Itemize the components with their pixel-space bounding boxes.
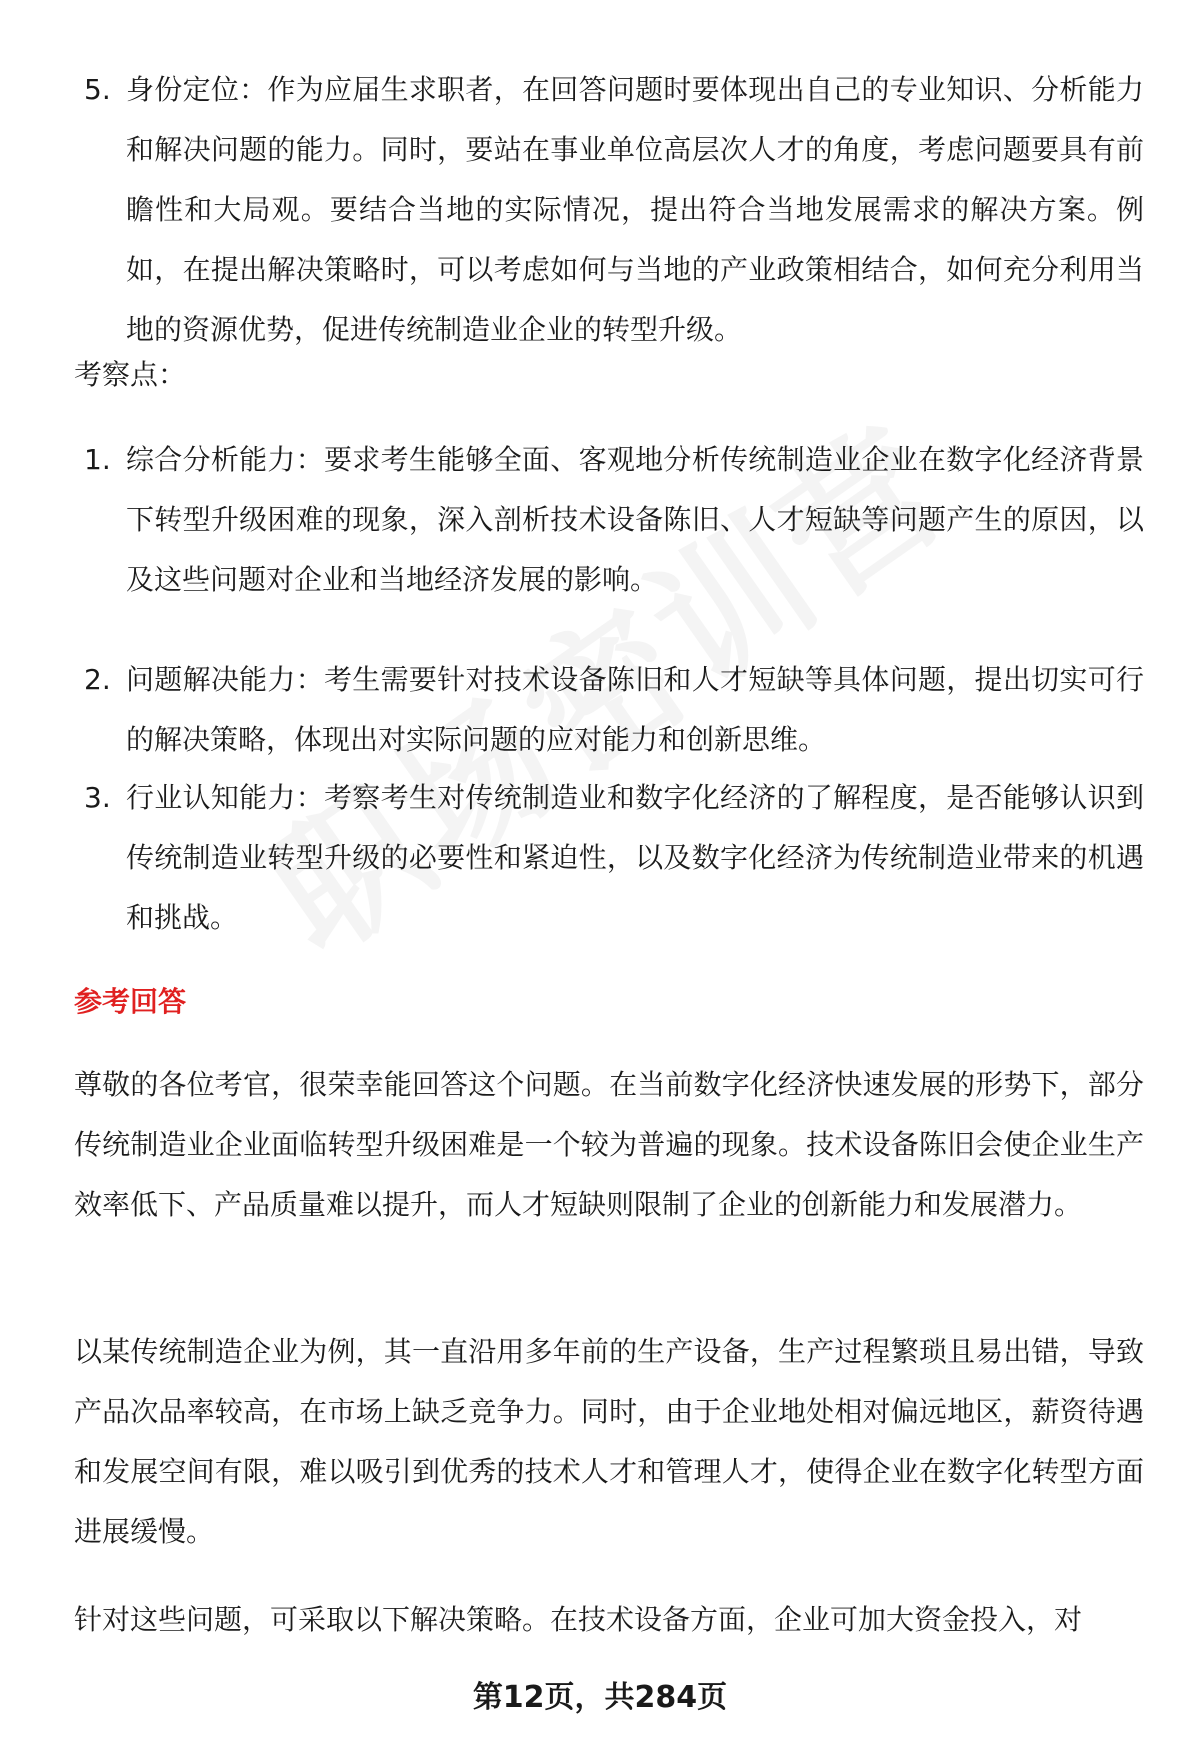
kaocha-label: 考察点： bbox=[74, 358, 187, 391]
list-item-analysis bbox=[74, 430, 1144, 610]
list-number: 1. bbox=[84, 443, 111, 476]
page-footer: 第12页，共284页 bbox=[472, 1680, 728, 1715]
list-item-identity bbox=[74, 60, 1144, 360]
list-text: 身份定位：作为应届生求职者，在回答问题时要体现出自己的专业知识、分析能力和解决问题的能力。同时，要站在事业单位高层次人才的角度，考虑问题要具有前瞻性和大局观。要结合当地的实际情况，提出符合当地发展需求的解决方案。例如，在提出解决策略时，可以考虑如何与当地的产业政策相结合，如何充分利用当地的资源优势，促进传统制造业企业的转型升级。 bbox=[126, 73, 1144, 346]
answer-paragraph: 尊敬的各位考官，很荣幸能回答这个问题。在当前数字化经济快速发展的形势下，部分传统制造业企业面临转型升级困难是一个较为普遍的现象。技术设备陈旧会使企业生产效率低下、产品质量难以提升，而人才短缺则限制了企业的创新能力和发展潜力。 bbox=[74, 1068, 1144, 1221]
list-number: 3. bbox=[84, 781, 111, 814]
list-number: 2. bbox=[84, 663, 111, 696]
list-item-problem-solving bbox=[74, 650, 1144, 770]
answer-heading: 参考回答 bbox=[74, 985, 187, 1018]
list-text: 问题解决能力：考生需要针对技术设备陈旧和人才短缺等具体问题，提出切实可行的解决策略，体现出对实际问题的应对能力和创新思维。 bbox=[126, 663, 1144, 756]
list-item-industry-awareness bbox=[74, 768, 1144, 948]
list-text: 综合分析能力：要求考生能够全面、客观地分析传统制造业企业在数字化经济背景下转型升级困难的现象，深入剖析技术设备陈旧、人才短缺等问题产生的原因，以及这些问题对企业和当地经济发展的影响。 bbox=[126, 443, 1144, 596]
list-number: 5. bbox=[84, 73, 111, 106]
list-text: 行业认知能力：考察考生对传统制造业和数字化经济的了解程度，是否能够认识到传统制造业转型升级的必要性和紧迫性，以及数字化经济为传统制造业带来的机遇和挑战。 bbox=[126, 781, 1144, 934]
answer-paragraph: 以某传统制造企业为例，其一直沿用多年前的生产设备，生产过程繁琐且易出错，导致产品次品率较高，在市场上缺乏竞争力。同时，由于企业地处相对偏远地区，薪资待遇和发展空间有限，难以吸引到优秀的技术人才和管理人才，使得企业在数字化转型方面进展缓慢。 bbox=[74, 1335, 1144, 1548]
answer-paragraph: 针对这些问题，可采取以下解决策略。在技术设备方面，企业可加大资金投入，对 bbox=[74, 1603, 1083, 1636]
